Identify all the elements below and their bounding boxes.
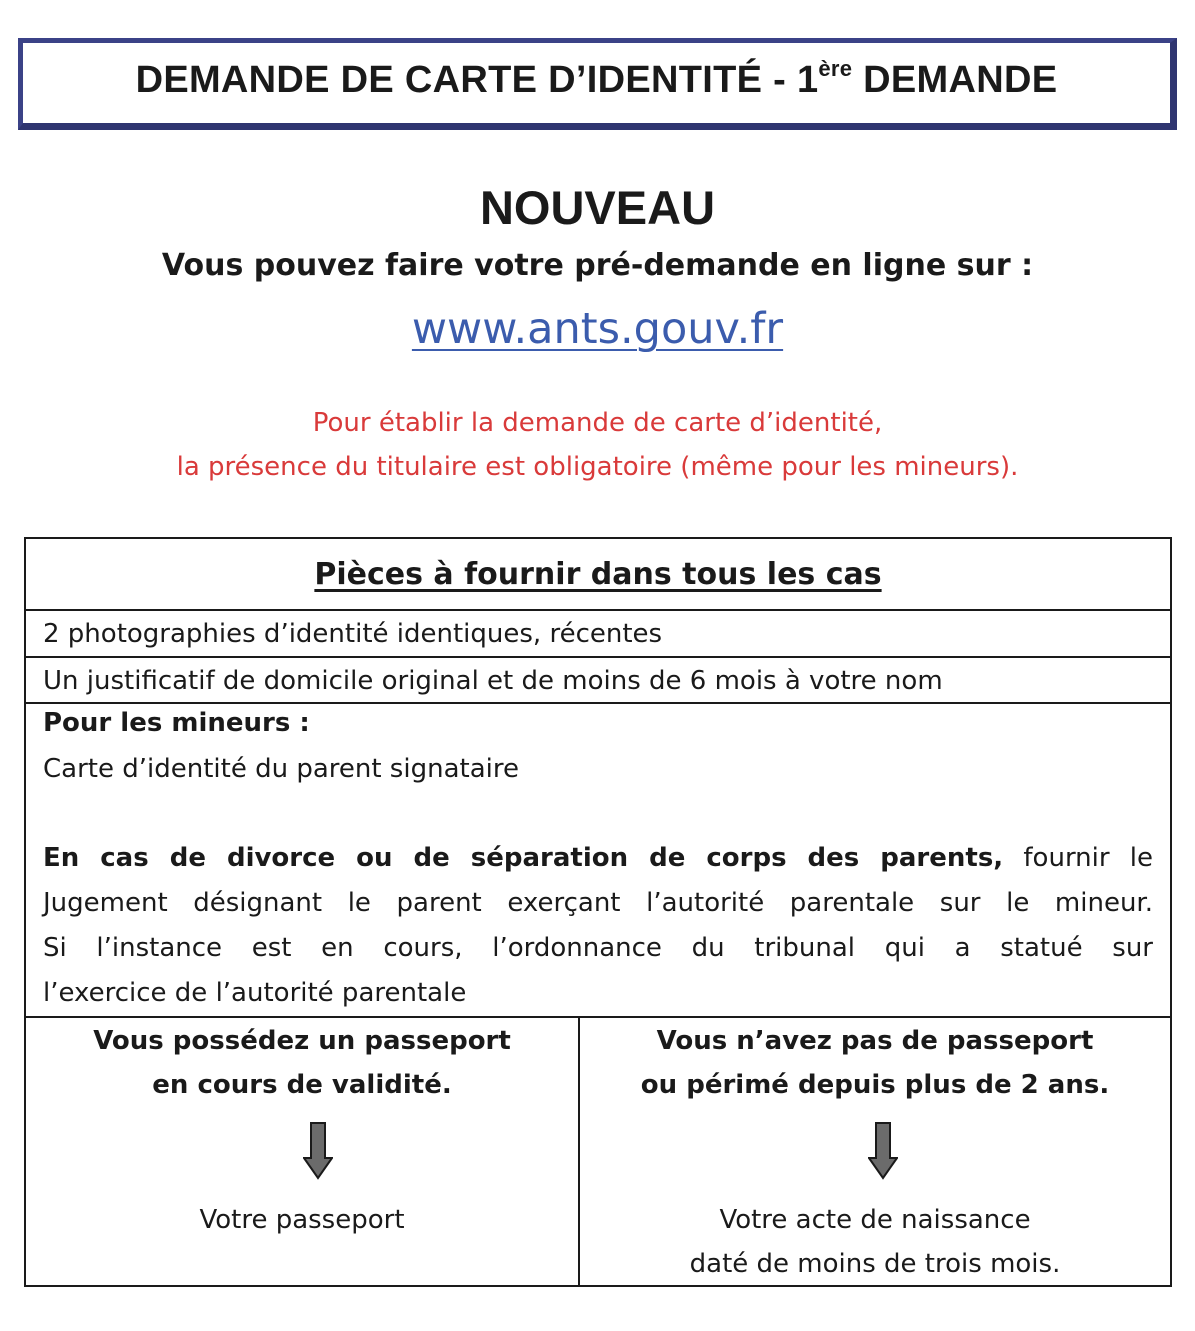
title-main: DEMANDE DE CARTE D’IDENTITÉ - 1 — [135, 59, 819, 101]
passport-cases-row — [26, 1018, 1170, 1285]
divorce-line-2: Jugement désignant le parent exerçant l’autorité parentale sur le mineur. — [43, 888, 1153, 918]
page-title — [136, 56, 1058, 102]
warning-line-1: Pour établir la demande de carte d’identité, — [312, 408, 883, 438]
case-left-heading-2: en cours de validité. — [152, 1070, 452, 1100]
case-without-passport — [580, 1018, 1170, 1285]
new-label: NOUVEAU — [479, 181, 716, 234]
title-end: DEMANDE — [852, 59, 1058, 101]
document-item-address-proof: Un justificatif de domicile original et de moins de 6 mois à votre nom — [26, 658, 1170, 704]
divorce-line-4: l’exercice de l’autorité parentale — [43, 978, 467, 1008]
down-arrow-icon — [303, 1122, 333, 1180]
case-right-result-1: Votre acte de naissance — [719, 1205, 1031, 1235]
minors-title: Pour les mineurs : — [43, 708, 310, 738]
warning-line-2: la présence du titulaire est obligatoire (même pour les mineurs). — [176, 452, 1019, 482]
case-right-result-2: daté de moins de trois mois. — [689, 1249, 1061, 1279]
case-right-heading-1: Vous n’avez pas de passeport — [656, 1026, 1094, 1056]
title-frame — [18, 38, 1177, 130]
document-item-photos: 2 photographies d’identité identiques, récentes — [26, 611, 1170, 658]
documents-table — [24, 537, 1172, 1287]
case-right-heading-2: ou périmé depuis plus de 2 ans. — [640, 1070, 1110, 1100]
minors-section — [26, 704, 1170, 1018]
divorce-line-1 — [43, 843, 1153, 873]
minors-parent-id: Carte d’identité du parent signataire — [43, 754, 519, 784]
title-superscript: ère — [818, 56, 853, 81]
documents-heading-row — [26, 539, 1170, 611]
case-with-passport — [26, 1018, 580, 1285]
divorce-bold-text: En cas de divorce ou de séparation de corps des parents, — [43, 843, 1004, 873]
documents-heading: Pièces à fournir dans tous les cas — [314, 556, 882, 592]
divorce-rest-text: fournir le — [1003, 843, 1153, 873]
divorce-line-3: Si l’instance est en cours, l’ordonnance du tribunal qui a statué sur — [43, 933, 1153, 963]
case-left-heading-1: Vous possédez un passeport — [93, 1026, 511, 1056]
down-arrow-icon — [868, 1122, 898, 1180]
case-left-result: Votre passeport — [199, 1205, 405, 1235]
online-request-text: Vous pouvez faire votre pré-demande en ligne sur : — [161, 248, 1034, 283]
ants-link-container — [0, 304, 1195, 354]
ants-link[interactable]: www.ants.gouv.fr — [411, 304, 784, 354]
